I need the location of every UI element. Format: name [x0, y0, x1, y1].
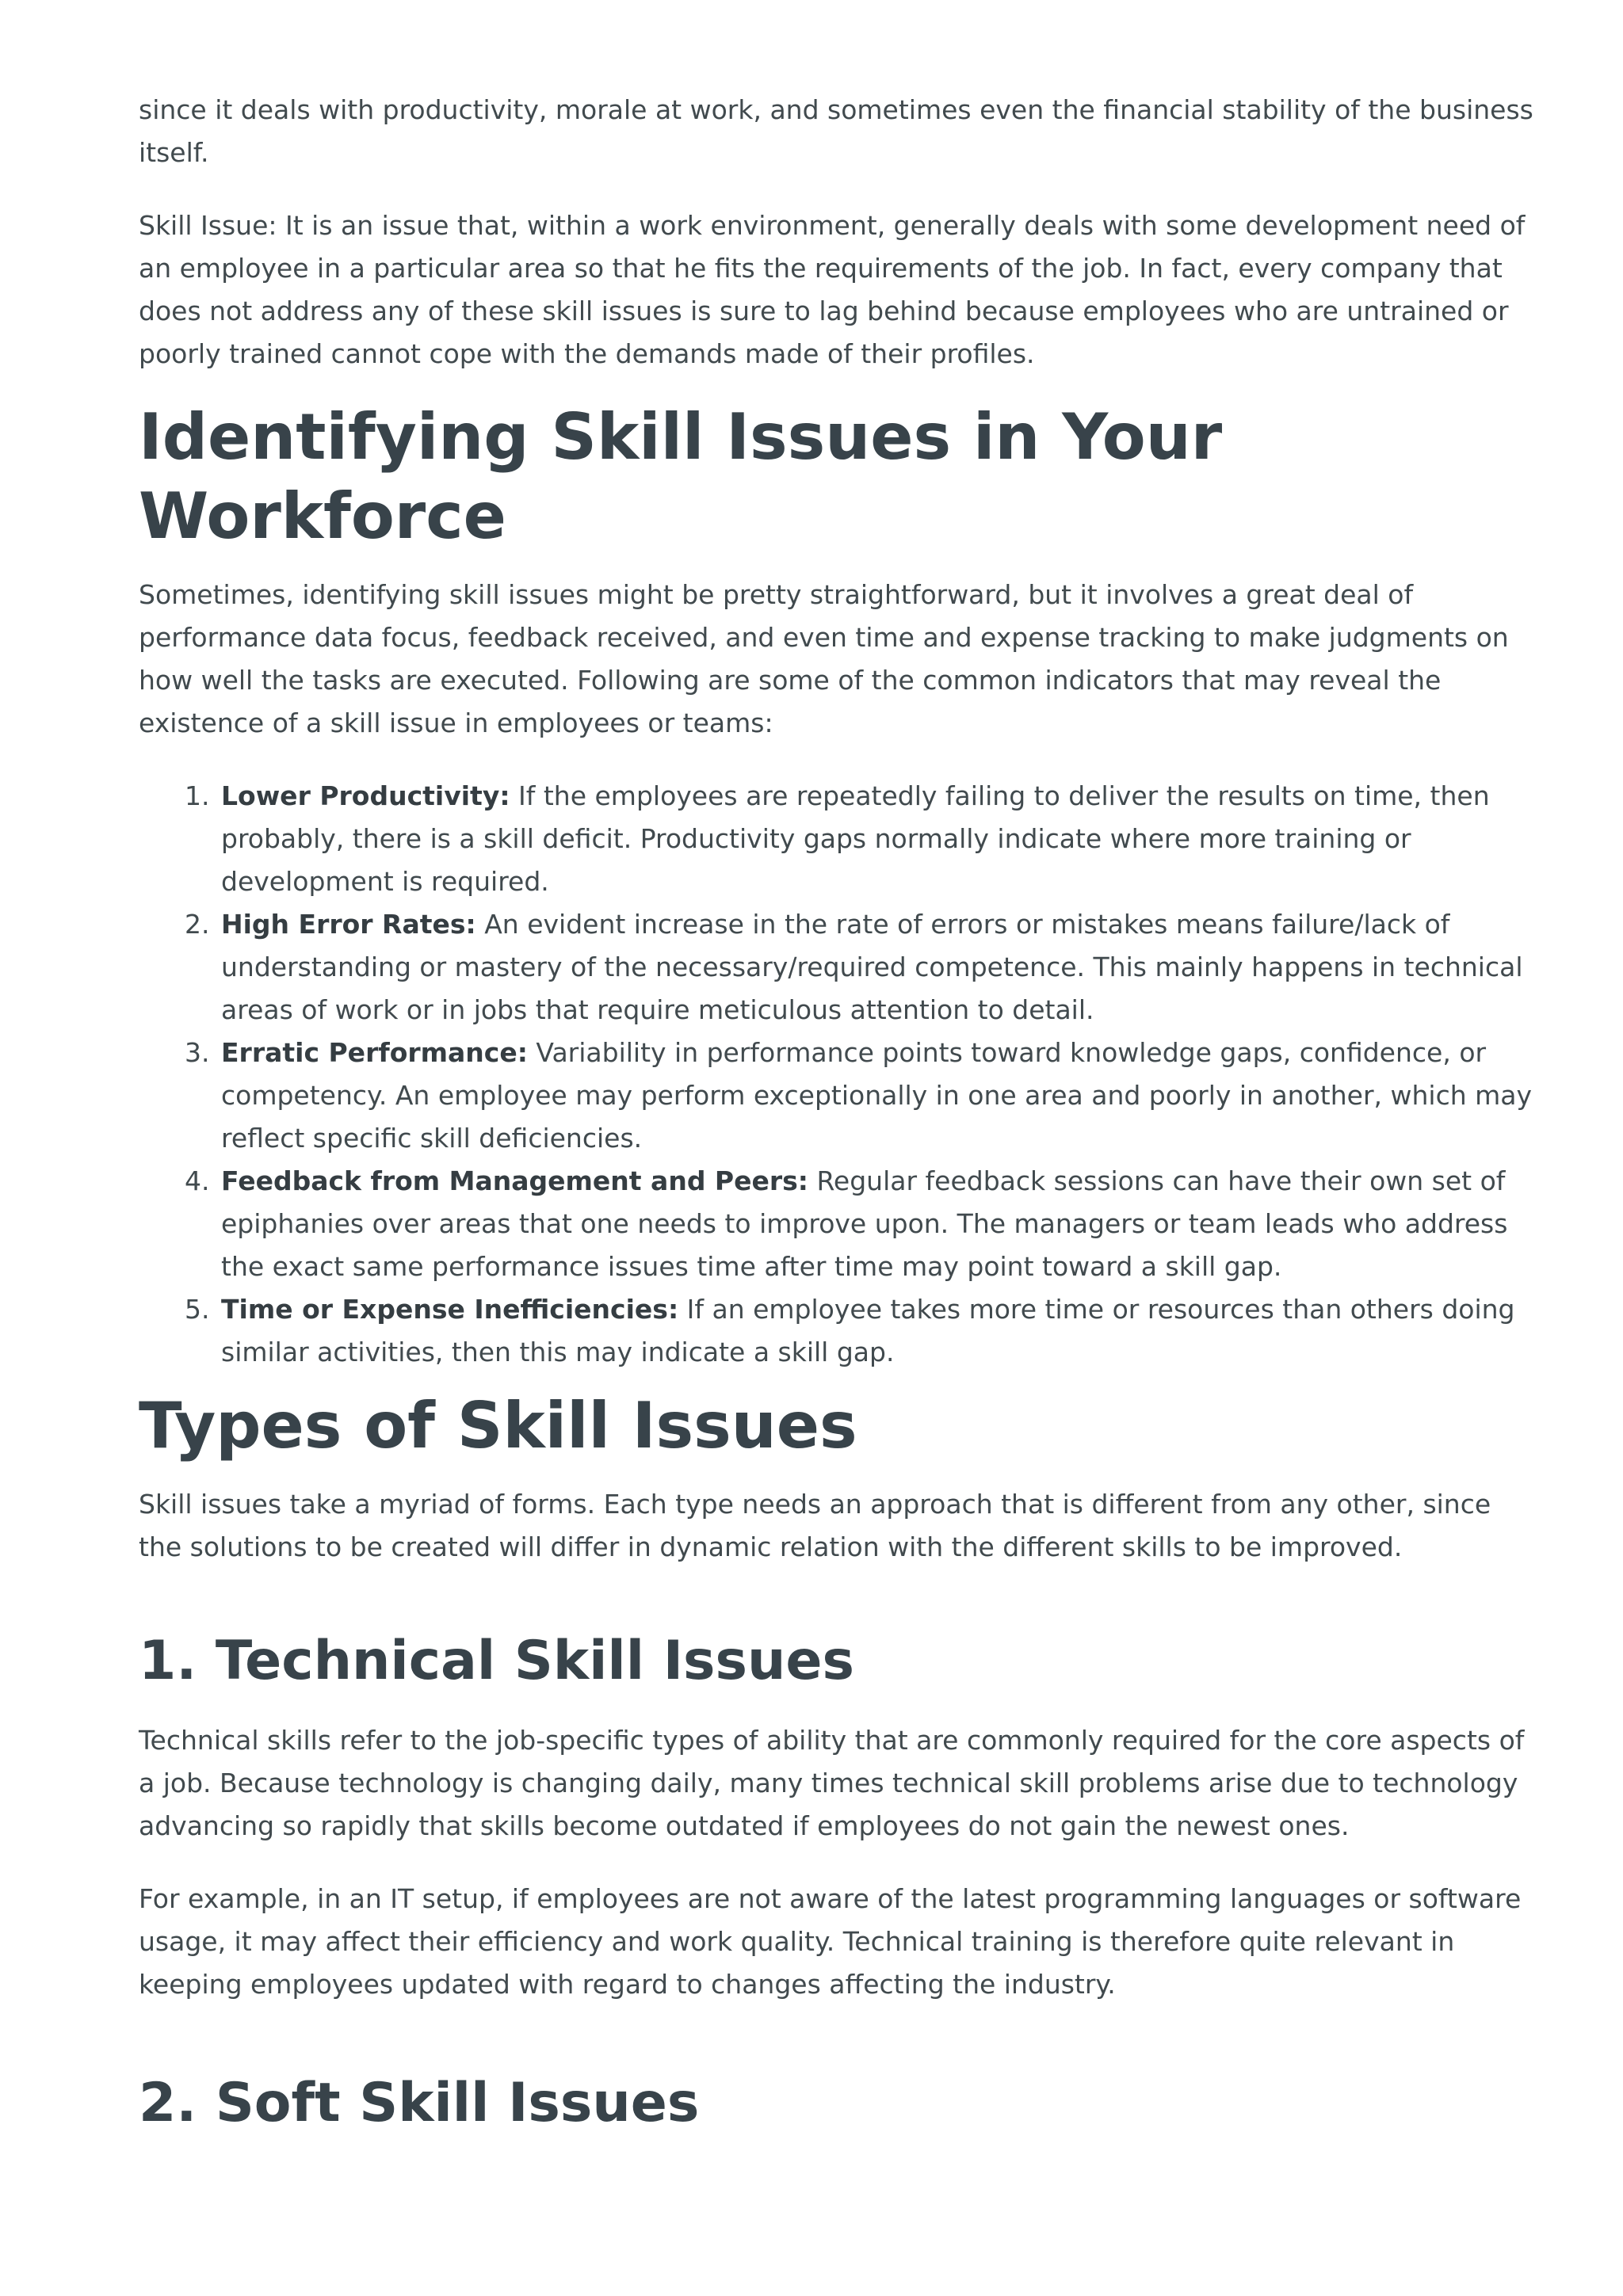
technical-paragraph-1: Technical skills refer to the job-specific types of ability that are commonly required for the core aspects of a job. Because technology is changing daily, many times technical skill problems arise due to technology advancing so rapidly that skills become outdated if employees do not gain the newest ones. — [139, 1725, 1525, 1841]
indicator-label: Lower Productivity: — [221, 780, 510, 811]
identifying-heading: Identifying Skill Issues in Your Workforce — [139, 400, 1223, 553]
indicator-item-feedback — [139, 1160, 1533, 1288]
indicator-text: Variability in performance points toward knowledge gaps, confidence, or competency. An employee may perform exceptionally in one area and poorly in another, which may reflect specific skill deficiencies. — [221, 1037, 1533, 1154]
types-paragraph: Skill issues take a myriad of forms. Each type needs an approach that is different from any other, since the solutions to be created will differ in dynamic relation with the different skills to be improved. — [139, 1489, 1491, 1562]
indicator-label: High Error Rates: — [221, 909, 476, 940]
indicator-label: Erratic Performance: — [221, 1037, 528, 1068]
technical-heading: 1. Technical Skill Issues — [139, 1630, 854, 1692]
soft-heading: 2. Soft Skill Issues — [139, 2072, 700, 2134]
indicator-item-erratic-performance — [139, 1032, 1533, 1160]
indicator-text: Regular feedback sessions can have their own set of epiphanies over areas that one needs to improve upon. The managers or team leads who address the exact same performance issues time after time may point toward a skill gap. — [221, 1165, 1508, 1282]
indicator-text: If an employee takes more time or resources than others doing similar activities, then this may indicate a skill gap. — [221, 1294, 1515, 1367]
identifying-paragraph: Sometimes, identifying skill issues might be pretty straightforward, but it involves a great deal of performance data focus, feedback received, and even time and expense tracking to make judgments on how well the tasks are executed. Following are some of the common indicators that may reveal the existence of a skill issue in employees or teams: — [139, 579, 1509, 738]
skill-issue-definition-paragraph: Skill Issue: It is an issue that, within a work environment, generally deals with some development need of an employee in a particular area so that he fits the requirements of the job. In fact, every company that does not address any of these skill issues is sure to lag behind because employees who are untrained or poorly trained cannot cope with the demands made of their profiles. — [139, 210, 1526, 369]
indicator-list — [139, 775, 1533, 1374]
article-page — [139, 89, 1533, 2139]
indicator-item-lower-productivity — [139, 775, 1533, 903]
indicator-number: 4. — [185, 1165, 210, 1196]
indicator-number: 2. — [185, 909, 210, 940]
indicator-text: If the employees are repeatedly failing to deliver the results on time, then probably, there is a skill deficit. Productivity gaps normally indicate where more training or development is required. — [221, 780, 1490, 897]
indicator-number: 3. — [185, 1037, 210, 1068]
technical-paragraph-2: For example, in an IT setup, if employees are not aware of the latest programming languages or software usage, it may affect their efficiency and work quality. Technical training is therefore quite relevant in keeping employees updated with regard to changes affecting the industry. — [139, 1883, 1522, 2000]
indicator-label: Feedback from Management and Peers: — [221, 1165, 808, 1196]
indicator-item-time-expense — [139, 1288, 1533, 1374]
indicator-number: 5. — [185, 1294, 210, 1325]
types-heading: Types of Skill Issues — [139, 1389, 857, 1463]
indicator-item-high-error-rates — [139, 903, 1533, 1032]
indicator-text: An evident increase in the rate of errors or mistakes means failure/lack of understanding or mastery of the necessary/required competence. This mainly happens in technical areas of work or in jobs that require meticulous attention to detail. — [221, 909, 1523, 1025]
indicator-number: 1. — [185, 780, 210, 811]
intro-continued-paragraph: since it deals with productivity, morale at work, and sometimes even the financial stability of the business itself. — [139, 94, 1533, 168]
indicator-label: Time or Expense Inefficiencies: — [221, 1294, 679, 1325]
